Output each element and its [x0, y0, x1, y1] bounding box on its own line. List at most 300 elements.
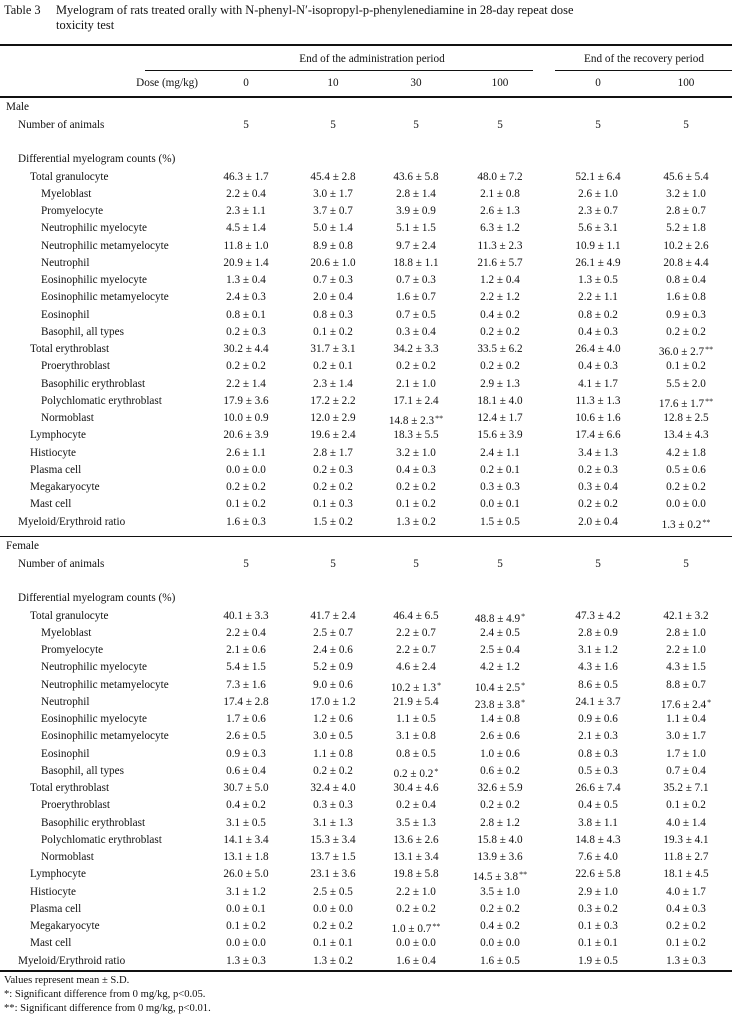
- table-row: [0, 117, 732, 134]
- row-label: Total erythroblast: [30, 782, 110, 794]
- cell-dose-col-1: 1.2 ± 0.6: [313, 713, 353, 725]
- row-label: Plasma cell: [30, 902, 82, 915]
- cell-dose-col-4: 0.1 ± 0.3: [578, 920, 618, 932]
- cell-dose-col-1: 0.7 ± 0.3: [313, 274, 353, 286]
- cell-dose-col-5: 5.5 ± 2.0: [666, 377, 706, 390]
- cell-dose-col-3: 2.4 ± 0.5: [480, 626, 520, 639]
- cell-dose-col-0: 0.8 ± 0.1: [226, 308, 266, 321]
- cell-dose-col-0: 1.3 ± 0.3: [226, 954, 266, 967]
- table-row: [0, 169, 732, 186]
- cell-dose-col-4: 10.9 ± 1.1: [575, 239, 621, 252]
- cell-dose-col-4: 47.3 ± 4.2: [575, 609, 621, 622]
- cell-dose-col-1: 2.0 ± 0.4: [313, 291, 353, 304]
- cell-dose-col-5: 0.5 ± 0.6: [666, 463, 706, 476]
- cell-dose-col-5: 2.8 ± 1.0: [666, 626, 706, 639]
- cell-dose-col-1: 1.3 ± 0.2: [313, 954, 353, 967]
- significance-marker: **: [435, 414, 444, 423]
- row-label: Neutrophilic metamyelocyte: [41, 239, 169, 252]
- significance-marker: *: [521, 680, 526, 690]
- cell-dose-col-4: 26.1 ± 4.9: [575, 256, 621, 269]
- section-title-female: [0, 538, 732, 555]
- cell-dose-col-3: 0.0 ± 0.1: [480, 498, 520, 511]
- cell-dose-col-4: 14.8 ± 4.3: [575, 833, 621, 846]
- cell-dose-col-1: 0.2 ± 0.1: [313, 360, 353, 373]
- cell-dose-col-4: 22.6 ± 5.8: [575, 868, 621, 881]
- footnote-values: Values represent mean ± S.D.: [4, 975, 130, 986]
- cell-dose-col-2: 14.8 ± 2.3**: [388, 414, 444, 427]
- table-row: [0, 694, 732, 711]
- row-label: Eosinophil: [41, 308, 90, 321]
- cell-dose-col-4: 24.1 ± 3.7: [575, 695, 621, 708]
- cell-dose-col-5: 10.2 ± 2.6: [663, 239, 709, 252]
- cell-dose-col-0: 1.3 ± 0.4: [226, 274, 266, 286]
- cell-dose-col-5: 5: [683, 119, 689, 131]
- cell-dose-col-0: 0.0 ± 0.1: [226, 902, 266, 915]
- cell-dose-col-4: 0.9 ± 0.6: [578, 713, 618, 725]
- cell-dose-col-4: 26.4 ± 4.0: [575, 343, 621, 355]
- cell-dose-col-2: 2.2 ± 0.7: [396, 626, 436, 639]
- cell-dose-col-3: 21.6 ± 5.7: [477, 256, 523, 269]
- table-row: [0, 953, 732, 970]
- row-label: Proerythroblast: [41, 799, 110, 812]
- cell-dose-col-4: 0.8 ± 0.2: [578, 308, 618, 321]
- cell-dose-col-3: 0.2 ± 0.2: [480, 799, 520, 812]
- cell-dose-col-4: 2.8 ± 0.9: [578, 626, 618, 639]
- cell-dose-col-3: 33.5 ± 6.2: [477, 343, 523, 355]
- row-label: Neutrophilic myelocyte: [41, 661, 147, 674]
- cell-dose-col-1: 45.4 ± 2.8: [310, 170, 356, 183]
- cell-dose-col-0: 0.6 ± 0.4: [226, 764, 266, 777]
- cell-dose-col-5: 0.2 ± 0.2: [666, 920, 706, 932]
- cell-dose-col-1: 0.1 ± 0.3: [313, 498, 353, 511]
- table-row: [0, 445, 732, 462]
- table-row: [0, 866, 732, 883]
- cell-dose-col-5: 5: [683, 558, 689, 570]
- table-row: [0, 849, 732, 866]
- cell-dose-col-0: 46.3 ± 1.7: [223, 170, 269, 183]
- cell-dose-col-3: 0.2 ± 0.2: [480, 360, 520, 373]
- cell-dose-col-2: 3.1 ± 0.8: [396, 730, 436, 743]
- cell-dose-col-3: 0.0 ± 0.0: [480, 937, 520, 950]
- cell-dose-col-3: 6.3 ± 1.2: [480, 222, 520, 235]
- row-label: Neutrophil: [41, 256, 90, 269]
- cell-dose-col-5: 0.7 ± 0.4: [666, 764, 706, 777]
- row-label: Lymphocyte: [30, 868, 86, 881]
- group-header-administration: End of the administration period: [299, 53, 445, 65]
- cell-dose-col-3: 13.9 ± 3.6: [477, 851, 523, 863]
- row-label: Polychlomatic erythroblast: [41, 394, 162, 407]
- cell-dose-col-4: 52.1 ± 6.4: [575, 170, 621, 183]
- cell-dose-col-5: 2.2 ± 1.0: [666, 644, 706, 656]
- cell-dose-col-1: 17.0 ± 1.2: [310, 695, 356, 708]
- footnote-double-asterisk: **: Significant difference from 0 mg/kg, p<0.01.: [4, 1003, 211, 1014]
- dose-label: Dose (mg/kg): [136, 77, 198, 89]
- table-row: [0, 815, 732, 832]
- cell-dose-col-5: 1.1 ± 0.4: [666, 713, 706, 725]
- table-row: [0, 272, 732, 289]
- table-row: [0, 763, 732, 780]
- table-row: [0, 642, 732, 659]
- table-row: [0, 186, 732, 203]
- row-label: Eosinophilic metamyelocyte: [41, 730, 169, 743]
- cell-dose-col-3: 5: [497, 558, 503, 570]
- cell-dose-col-2: 0.2 ± 0.4: [396, 799, 436, 812]
- cell-dose-col-5: 0.9 ± 0.3: [666, 308, 706, 321]
- cell-dose-col-3: 14.5 ± 3.8**: [472, 870, 528, 884]
- cell-dose-col-1: 23.1 ± 3.6: [310, 868, 356, 881]
- row-label: Myeloid/Erythroid ratio: [18, 515, 126, 528]
- cell-dose-col-0: 13.1 ± 1.8: [223, 851, 269, 863]
- cell-dose-col-5: 4.3 ± 1.5: [666, 661, 706, 674]
- row-label: Proerythroblast: [41, 360, 110, 373]
- row-label: Promyelocyte: [41, 205, 104, 217]
- cell-dose-col-0: 2.6 ± 1.1: [226, 446, 266, 459]
- cell-dose-col-4: 5: [595, 558, 601, 570]
- cell-dose-col-0: 0.1 ± 0.2: [226, 920, 266, 932]
- row-label: Promyelocyte: [41, 644, 104, 656]
- table-row: [0, 780, 732, 797]
- table-row: [0, 151, 732, 168]
- cell-dose-col-5: 0.8 ± 0.4: [666, 274, 706, 286]
- row-label: Megakaryocyte: [30, 481, 100, 493]
- row-label: Number of animals: [18, 558, 105, 570]
- cell-dose-col-2: 1.3 ± 0.2: [396, 515, 436, 528]
- cell-dose-col-1: 31.7 ± 3.1: [310, 343, 356, 355]
- table-row: [0, 608, 732, 625]
- significance-marker: **: [705, 396, 714, 406]
- significance-marker: *: [521, 697, 526, 707]
- cell-dose-col-0: 3.1 ± 0.5: [226, 816, 266, 829]
- row-label: Total granulocyte: [30, 170, 109, 183]
- cell-dose-col-2: 9.7 ± 2.4: [396, 239, 436, 252]
- table-row: [0, 255, 732, 272]
- cell-dose-col-3: 1.2 ± 0.4: [480, 274, 520, 286]
- cell-dose-col-5: 0.1 ± 0.2: [666, 937, 706, 950]
- cell-dose-col-1: 17.2 ± 2.2: [310, 394, 356, 407]
- cell-dose-col-5: 1.7 ± 1.0: [666, 747, 706, 760]
- cell-dose-col-2: 2.1 ± 1.0: [396, 377, 436, 390]
- cell-dose-col-0: 0.0 ± 0.0: [226, 937, 266, 950]
- cell-dose-col-0: 2.1 ± 0.6: [226, 644, 266, 656]
- cell-dose-col-0: 0.2 ± 0.2: [226, 360, 266, 373]
- cell-dose-col-1: 1.1 ± 0.8: [313, 747, 353, 760]
- cell-dose-col-2: 0.7 ± 0.3: [396, 274, 436, 286]
- cell-dose-col-3: 0.6 ± 0.2: [480, 764, 520, 777]
- cell-dose-col-4: 8.6 ± 0.5: [578, 678, 618, 691]
- cell-dose-col-1: 19.6 ± 2.4: [310, 429, 356, 442]
- cell-dose-col-1: 32.4 ± 4.0: [310, 782, 356, 794]
- cell-dose-col-1: 0.2 ± 0.2: [313, 920, 353, 932]
- cell-dose-col-5: 1.3 ± 0.3: [666, 954, 706, 967]
- cell-dose-col-4: 0.4 ± 0.3: [578, 360, 618, 373]
- cell-dose-col-0: 0.1 ± 0.2: [226, 498, 266, 511]
- cell-dose-col-1: 2.5 ± 0.5: [313, 885, 353, 898]
- row-label: Differential myelogram counts (%): [18, 153, 176, 166]
- row-label: Total erythroblast: [30, 343, 110, 355]
- cell-dose-col-0: 2.3 ± 1.1: [226, 205, 266, 217]
- table-row: [0, 514, 732, 531]
- cell-dose-col-0: 2.2 ± 0.4: [226, 187, 266, 200]
- table-row: [0, 427, 732, 444]
- cell-dose-col-5: 0.4 ± 0.3: [666, 902, 706, 915]
- row-label: Eosinophilic metamyelocyte: [41, 291, 169, 304]
- cell-dose-col-1: 5: [330, 558, 336, 570]
- cell-dose-col-4: 10.6 ± 1.6: [575, 412, 621, 424]
- cell-dose-col-4: 1.3 ± 0.5: [578, 274, 618, 286]
- cell-dose-col-0: 2.2 ± 1.4: [226, 377, 266, 390]
- cell-dose-col-1: 0.1 ± 0.2: [313, 325, 353, 338]
- cell-dose-col-2: 19.8 ± 5.8: [393, 868, 439, 881]
- cell-dose-col-4: 2.9 ± 1.0: [578, 885, 618, 898]
- cell-dose-col-0: 30.2 ± 4.4: [223, 343, 269, 355]
- cell-dose-col-4: 0.4 ± 0.3: [578, 325, 618, 338]
- cell-dose-col-5: 2.8 ± 0.7: [666, 205, 706, 217]
- cell-dose-col-5: 0.1 ± 0.2: [666, 360, 706, 373]
- cell-dose-col-5: 0.2 ± 0.2: [666, 481, 706, 493]
- cell-dose-col-3: 2.1 ± 0.8: [480, 187, 520, 200]
- cell-dose-col-1: 2.5 ± 0.7: [313, 626, 353, 639]
- table-row: [0, 496, 732, 513]
- row-label: Eosinophil: [41, 747, 90, 760]
- cell-dose-col-3: 1.5 ± 0.5: [480, 515, 520, 528]
- row-label: Megakaryocyte: [30, 920, 100, 932]
- cell-dose-col-3: 0.2 ± 0.1: [480, 463, 520, 476]
- table-row: [0, 659, 732, 676]
- cell-dose-col-1: 0.2 ± 0.2: [313, 481, 353, 493]
- cell-dose-col-2: 5: [413, 558, 419, 570]
- cell-dose-col-5: 12.8 ± 2.5: [663, 412, 709, 424]
- cell-dose-col-3: 0.2 ± 0.2: [480, 325, 520, 338]
- row-label: Eosinophilic myelocyte: [41, 274, 147, 286]
- cell-dose-col-1: 15.3 ± 3.4: [310, 833, 356, 846]
- row-label: Neutrophilic metamyelocyte: [41, 678, 169, 691]
- cell-dose-col-5: 0.2 ± 0.2: [666, 325, 706, 338]
- significance-marker: **: [432, 922, 441, 931]
- cell-dose-col-5: 36.0 ± 2.7**: [658, 345, 714, 358]
- cell-dose-col-4: 0.8 ± 0.3: [578, 747, 618, 760]
- table-row: [0, 238, 732, 255]
- cell-dose-col-1: 13.7 ± 1.5: [310, 851, 356, 863]
- cell-dose-col-0: 0.2 ± 0.2: [226, 481, 266, 493]
- cell-dose-col-3: 1.4 ± 0.8: [480, 713, 520, 725]
- cell-dose-col-3: 32.6 ± 5.9: [477, 782, 523, 794]
- cell-dose-col-4: 4.3 ± 1.6: [578, 661, 618, 674]
- group-rule-administration: [145, 70, 533, 71]
- significance-marker: *: [434, 766, 439, 776]
- cell-dose-col-5: 42.1 ± 3.2: [663, 609, 709, 622]
- cell-dose-col-1: 5.2 ± 0.9: [313, 661, 353, 674]
- cell-dose-col-1: 8.9 ± 0.8: [313, 239, 353, 252]
- group-rule-recovery: [555, 70, 732, 71]
- cell-dose-col-2: 0.3 ± 0.4: [396, 325, 436, 338]
- row-label: Basophilic erythroblast: [41, 816, 146, 829]
- cell-dose-col-2: 0.0 ± 0.0: [396, 937, 436, 950]
- cell-dose-col-3: 2.5 ± 0.4: [480, 644, 520, 656]
- cell-dose-col-3: 2.8 ± 1.2: [480, 816, 520, 829]
- cell-dose-col-0: 20.6 ± 3.9: [223, 429, 269, 442]
- cell-dose-col-3: 48.8 ± 4.9*: [474, 611, 526, 625]
- cell-dose-col-1: 5: [330, 119, 336, 131]
- dose-col-1: 10: [327, 77, 339, 89]
- cell-dose-col-2: 2.2 ± 0.7: [396, 644, 436, 656]
- cell-dose-col-2: 21.9 ± 5.4: [393, 695, 439, 708]
- cell-dose-col-5: 8.8 ± 0.7: [666, 678, 706, 691]
- row-label: Myeloid/Erythroid ratio: [18, 954, 126, 967]
- cell-dose-col-4: 0.4 ± 0.5: [578, 799, 618, 812]
- cell-dose-col-3: 0.3 ± 0.3: [480, 481, 520, 493]
- table-row: [0, 393, 732, 410]
- cell-dose-col-5: 11.8 ± 2.7: [663, 851, 709, 863]
- cell-dose-col-3: 15.6 ± 3.9: [477, 429, 523, 442]
- cell-dose-col-1: 0.8 ± 0.3: [313, 308, 353, 321]
- cell-dose-col-2: 18.3 ± 5.5: [393, 429, 439, 442]
- cell-dose-col-0: 5: [243, 558, 249, 570]
- cell-dose-col-5: 45.6 ± 5.4: [663, 170, 709, 183]
- cell-dose-col-5: 19.3 ± 4.1: [663, 833, 709, 846]
- cell-dose-col-0: 5.4 ± 1.5: [226, 661, 266, 674]
- dose-col-4: 0: [595, 77, 601, 89]
- cell-dose-col-0: 2.4 ± 0.3: [226, 291, 266, 304]
- row-label: Lymphocyte: [30, 429, 86, 442]
- significance-marker: **: [519, 870, 528, 880]
- cell-dose-col-5: 17.6 ± 1.7**: [658, 396, 714, 410]
- cell-dose-col-0: 30.7 ± 5.0: [223, 782, 269, 794]
- cell-dose-col-3: 2.9 ± 1.3: [480, 377, 520, 390]
- cell-dose-col-1: 3.7 ± 0.7: [313, 205, 353, 217]
- cell-dose-col-0: 2.6 ± 0.5: [226, 730, 266, 743]
- cell-dose-col-1: 0.3 ± 0.3: [313, 799, 353, 812]
- table-row: [0, 832, 732, 849]
- cell-dose-col-5: 17.6 ± 2.4*: [660, 697, 712, 711]
- cell-dose-col-5: 4.0 ± 1.7: [666, 885, 706, 898]
- table-row: [0, 746, 732, 763]
- row-label: Differential myelogram counts (%): [18, 592, 176, 605]
- table-row: [0, 918, 732, 935]
- row-label: Myeloblast: [41, 626, 92, 639]
- section-title: Female: [6, 540, 39, 552]
- table-title-continuation: toxicity test: [56, 18, 115, 32]
- cell-dose-col-5: 35.2 ± 7.1: [663, 782, 709, 794]
- table-row: [0, 711, 732, 728]
- cell-dose-col-4: 5: [595, 119, 601, 131]
- row-label: Basophil, all types: [41, 325, 124, 338]
- cell-dose-col-4: 2.6 ± 1.0: [578, 187, 618, 200]
- cell-dose-col-3: 2.6 ± 0.6: [480, 730, 520, 743]
- cell-dose-col-0: 0.4 ± 0.2: [226, 799, 266, 812]
- cell-dose-col-2: 13.1 ± 3.4: [393, 851, 439, 863]
- cell-dose-col-3: 4.2 ± 1.2: [480, 661, 520, 674]
- group-header-recovery: End of the recovery period: [584, 53, 704, 65]
- row-label: Basophil, all types: [41, 764, 124, 777]
- cell-dose-col-4: 3.1 ± 1.2: [578, 644, 618, 656]
- row-label: Mast cell: [30, 937, 72, 950]
- table-row: [0, 590, 732, 607]
- cell-dose-col-1: 20.6 ± 1.0: [310, 256, 356, 269]
- table-row: [0, 462, 732, 479]
- significance-marker: *: [437, 680, 442, 690]
- table-row: [0, 677, 732, 694]
- table-row: [0, 884, 732, 901]
- cell-dose-col-1: 0.2 ± 0.3: [313, 463, 353, 476]
- cell-dose-col-1: 12.0 ± 2.9: [310, 412, 356, 424]
- table-row: [0, 410, 732, 427]
- cell-dose-col-5: 4.2 ± 1.8: [666, 446, 706, 459]
- row-label: Histiocyte: [30, 446, 76, 459]
- cell-dose-col-2: 2.8 ± 1.4: [396, 187, 436, 200]
- row-label: Total granulocyte: [30, 609, 109, 622]
- cell-dose-col-3: 1.6 ± 0.5: [480, 954, 520, 967]
- row-label: Normoblast: [41, 851, 94, 863]
- row-label: Neutrophil: [41, 695, 90, 708]
- cell-dose-col-2: 5: [413, 119, 419, 131]
- cell-dose-col-0: 3.1 ± 1.2: [226, 885, 266, 898]
- table-row: [0, 728, 732, 745]
- cell-dose-col-2: 0.2 ± 0.2: [396, 902, 436, 915]
- row-label: Myeloblast: [41, 187, 92, 200]
- cell-dose-col-2: 10.2 ± 1.3*: [390, 680, 442, 694]
- cell-dose-col-0: 1.7 ± 0.6: [226, 713, 266, 725]
- cell-dose-col-3: 48.0 ± 7.2: [477, 170, 523, 183]
- cell-dose-col-1: 5.0 ± 1.4: [313, 222, 353, 235]
- cell-dose-col-5: 1.6 ± 0.8: [666, 291, 706, 304]
- table-row: [0, 376, 732, 393]
- cell-dose-col-2: 2.2 ± 1.0: [396, 885, 436, 898]
- cell-dose-col-4: 7.6 ± 4.0: [578, 851, 618, 863]
- table-row: [0, 625, 732, 642]
- cell-dose-col-4: 2.1 ± 0.3: [578, 730, 618, 743]
- cell-dose-col-4: 2.2 ± 1.1: [578, 291, 618, 304]
- table-row: [0, 289, 732, 306]
- cell-dose-col-4: 3.4 ± 1.3: [578, 446, 618, 459]
- cell-dose-col-5: 18.1 ± 4.5: [663, 868, 709, 881]
- cell-dose-col-0: 10.0 ± 0.9: [223, 412, 269, 424]
- cell-dose-col-2: 3.2 ± 1.0: [396, 446, 436, 459]
- cell-dose-col-4: 5.6 ± 3.1: [578, 222, 618, 235]
- cell-dose-col-4: 0.3 ± 0.2: [578, 902, 618, 915]
- table-row: [0, 479, 732, 496]
- cell-dose-col-3: 2.4 ± 1.1: [480, 446, 520, 459]
- cell-dose-col-1: 2.3 ± 1.4: [313, 377, 353, 390]
- table-row: [0, 324, 732, 341]
- cell-dose-col-5: 13.4 ± 4.3: [663, 429, 709, 442]
- table-label: Table 3: [4, 3, 41, 17]
- cell-dose-col-3: 1.0 ± 0.6: [480, 747, 520, 760]
- cell-dose-col-4: 26.6 ± 7.4: [575, 782, 621, 794]
- cell-dose-col-1: 3.0 ± 1.7: [313, 187, 353, 200]
- cell-dose-col-3: 5: [497, 119, 503, 131]
- cell-dose-col-0: 7.3 ± 1.6: [226, 678, 266, 691]
- table-row: [0, 797, 732, 814]
- cell-dose-col-0: 4.5 ± 1.4: [226, 222, 266, 235]
- cell-dose-col-2: 4.6 ± 2.4: [396, 661, 436, 674]
- cell-dose-col-4: 0.3 ± 0.4: [578, 481, 618, 493]
- table-caption: [4, 3, 728, 33]
- cell-dose-col-5: 3.0 ± 1.7: [666, 730, 706, 743]
- row-label: Eosinophilic myelocyte: [41, 713, 147, 725]
- cell-dose-col-1: 0.1 ± 0.1: [313, 937, 353, 950]
- cell-dose-col-5: 0.0 ± 0.0: [666, 498, 706, 511]
- section-title: Male: [6, 101, 29, 113]
- section-title-male: [0, 99, 732, 116]
- cell-dose-col-2: 46.4 ± 6.5: [393, 609, 439, 622]
- significance-marker: **: [702, 517, 711, 527]
- bottom-rule: [0, 970, 732, 972]
- cell-dose-col-2: 1.0 ± 0.7**: [391, 922, 441, 935]
- cell-dose-col-4: 0.2 ± 0.2: [578, 498, 618, 511]
- table-row: [0, 341, 732, 358]
- cell-dose-col-4: 4.1 ± 1.7: [578, 377, 618, 390]
- cell-dose-col-4: 0.2 ± 0.3: [578, 463, 618, 476]
